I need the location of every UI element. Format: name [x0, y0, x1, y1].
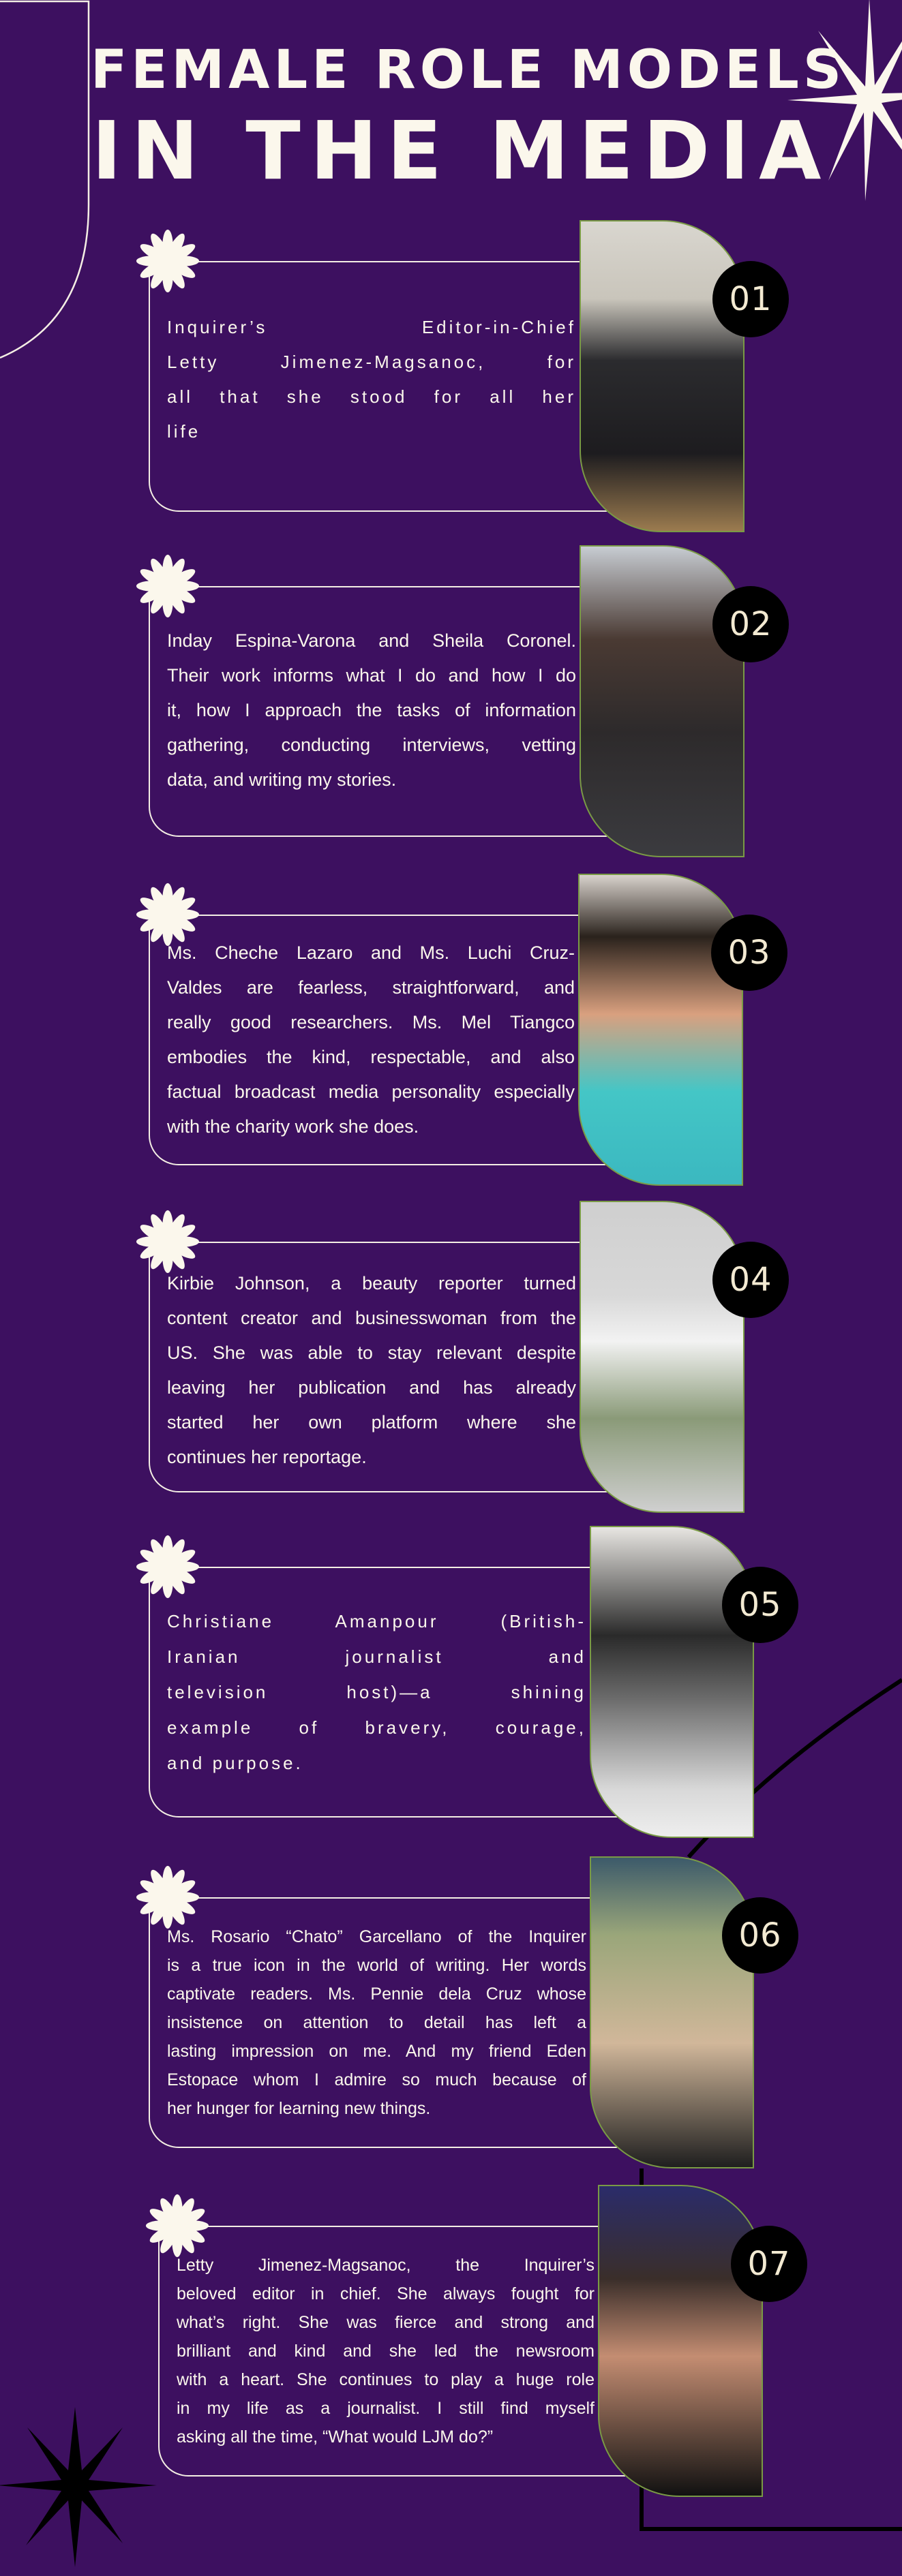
text-line: really good researchers. Ms. Mel Tiangco: [167, 1011, 575, 1032]
card-text: [167, 1604, 586, 1781]
number-badge: 06: [722, 1897, 798, 1974]
text-line: it, how I approach the tasks of information: [167, 699, 576, 720]
text-line: with the charity work she does.: [167, 1116, 419, 1137]
star-icon-bottom-left: [0, 2407, 157, 2567]
text-line: insistence on attention to detail has left a: [167, 2013, 586, 2032]
text-line: Kirbie Johnson, a beauty reporter turned: [167, 1272, 576, 1293]
text-line: lasting impression on me. And my friend Eden: [167, 2042, 586, 2061]
text-line: Estopace whom I admire so much because of: [167, 2070, 586, 2089]
text-line: Letty Jimenez-Magsanoc, for: [167, 351, 576, 372]
text-line: her hunger for learning new things.: [167, 2099, 431, 2118]
text-line: example of bravery, courage,: [167, 1717, 586, 1738]
text-line: gathering, conducting interviews, vetting: [167, 734, 576, 755]
card-text: [167, 1266, 576, 1475]
text-line: Ms. Cheche Lazaro and Ms. Luchi Cruz-: [167, 942, 575, 963]
card-text: [167, 624, 576, 797]
text-line: with a heart. She continues to play a huge role: [177, 2370, 595, 2389]
text-line: what’s right. She was fierce and strong and: [177, 2313, 595, 2332]
flower-icon: [135, 228, 200, 294]
number-badge: 01: [712, 261, 789, 337]
text-line: factual broadcast media personality especially: [167, 1081, 575, 1102]
text-line: Ms. Rosario “Chato” Garcellano of the Inquirer: [167, 1927, 586, 1946]
flower-icon: [135, 553, 200, 619]
text-line: Inday Espina-Varona and Sheila Coronel.: [167, 630, 576, 651]
text-line: Inquirer’s Editor-in-Chief: [167, 316, 576, 337]
portrait-photo: [580, 220, 745, 532]
text-line: continues her reportage.: [167, 1446, 367, 1467]
portrait-photo: [580, 1201, 745, 1513]
text-line: television host)—a shining: [167, 1682, 586, 1702]
text-line: Valdes are fearless, straightforward, and: [167, 977, 575, 998]
flower-icon: [135, 1534, 200, 1599]
text-line: embodies the kind, respectable, and also: [167, 1046, 575, 1067]
text-line: and purpose.: [167, 1753, 303, 1773]
text-line: leaving her publication and has already: [167, 1377, 576, 1398]
flower-icon: [135, 1865, 200, 1930]
number-badge: 04: [712, 1242, 789, 1318]
text-line: Iranian journalist and: [167, 1646, 586, 1667]
number-badge: 02: [712, 586, 789, 662]
text-line: in my life as a journalist. I still find myself: [177, 2399, 595, 2418]
title-line-1: FEMALE ROLE MODELS: [90, 40, 846, 101]
text-line: is a true icon in the world of writing. Her words: [167, 1956, 586, 1975]
portrait-photo: [590, 1856, 754, 2168]
text-line: asking all the time, “What would LJM do?”: [177, 2427, 494, 2447]
card-text: [177, 2251, 595, 2451]
portrait-photo: [578, 874, 743, 1186]
text-line: started her own platform where she: [167, 1411, 576, 1432]
text-line: all that she stood for all her: [167, 386, 576, 407]
text-line: Christiane Amanpour (British-: [167, 1611, 586, 1631]
flower-icon: [145, 2193, 210, 2258]
portrait-photo: [590, 1526, 754, 1838]
card-text: [167, 936, 575, 1144]
text-line: Their work informs what I do and how I do: [167, 664, 576, 686]
number-badge: 07: [731, 2226, 807, 2302]
number-badge: 03: [711, 915, 787, 991]
text-line: life: [167, 420, 201, 442]
card-text: [167, 310, 576, 449]
portrait-photo: [598, 2185, 763, 2497]
number-badge: 05: [722, 1567, 798, 1643]
portrait-photo: [580, 545, 745, 857]
text-line: brilliant and kind and she led the newsroom: [177, 2342, 595, 2361]
text-line: content creator and businesswoman from the: [167, 1307, 576, 1328]
text-line: US. She was able to stay relevant despite: [167, 1342, 576, 1363]
text-line: data, and writing my stories.: [167, 769, 397, 790]
text-line: Letty Jimenez-Magsanoc, the Inquirer’s: [177, 2256, 595, 2275]
flower-icon: [135, 1209, 200, 1274]
text-line: beloved editor in chief. She always fought for: [177, 2284, 595, 2303]
card-text: [167, 1922, 586, 2123]
text-line: captivate readers. Ms. Pennie dela Cruz whose: [167, 1984, 586, 2004]
title-line-2: IN THE MEDIA: [91, 104, 831, 198]
